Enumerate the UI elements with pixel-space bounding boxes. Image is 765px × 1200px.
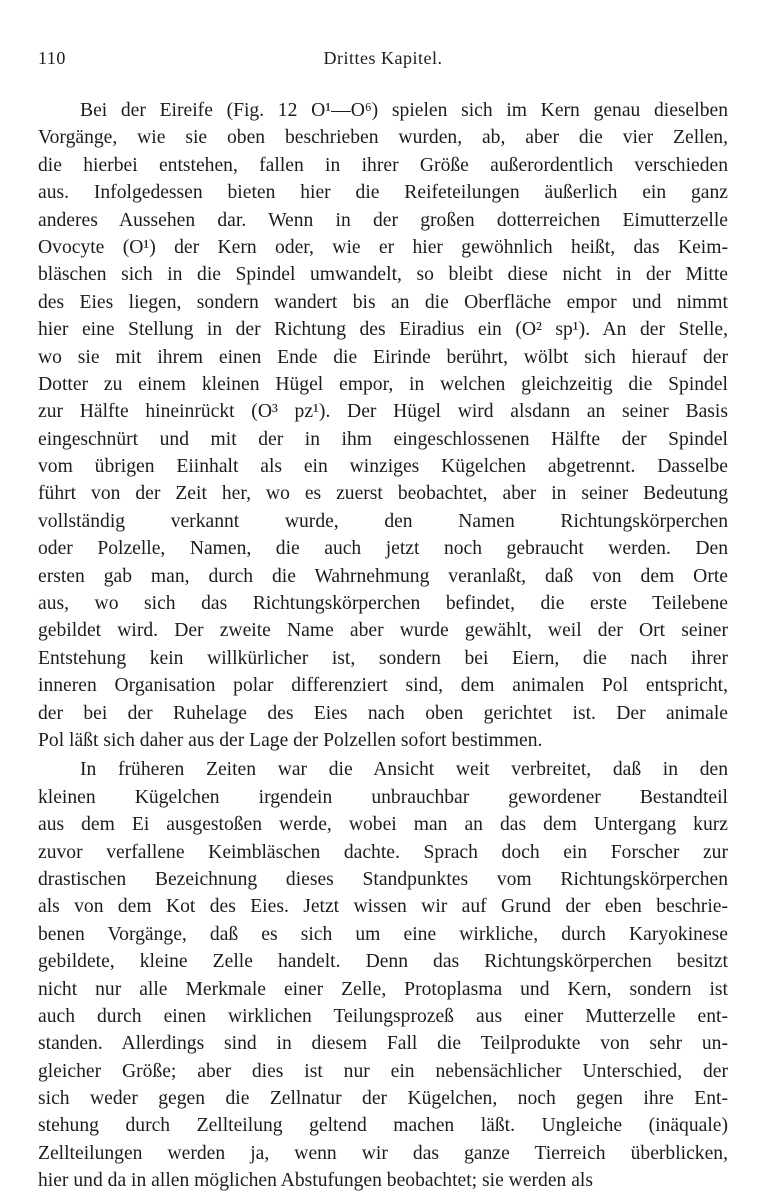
text-line: gleicher Größe; aber dies ist nur ein nebensächlicher Unterschied, der	[38, 1060, 728, 1082]
text-line: nicht nur alle Merkmale einer Zelle, Protoplasma und Kern, sondern ist	[38, 978, 728, 1000]
page-header	[38, 48, 728, 74]
text-line: die hierbei entstehen, fallen in ihrer Größe außerordentlich verschieden	[38, 154, 728, 176]
text-line: hier und da in allen möglichen Abstufungen beobachtet; sie werden als	[38, 1170, 593, 1192]
text-line: Dotter zu einem kleinen Hügel empor, in welchen gleichzeitig die Spindel	[38, 373, 728, 395]
text-line: vom übrigen Eiinhalt als ein winziges Kügelchen abgetrennt. Dasselbe	[38, 456, 728, 478]
text-line: inneren Organisation polar differenziert sind, dem animalen Pol entspricht,	[38, 675, 728, 697]
text-line: standen. Allerdings sind in diesem Fall die Teilprodukte von sehr un-	[38, 1033, 728, 1055]
text-line: führt von der Zeit her, wo es zuerst beobachtet, aber in seiner Bedeutung	[38, 483, 728, 505]
body-text	[38, 97, 728, 1195]
text-line: stehung durch Zellteilung geltend machen läßt. Ungleiche (inäquale)	[38, 1115, 728, 1137]
text-line: anderes Aussehen dar. Wenn in der großen dotterreichen Eimutterzelle	[38, 209, 728, 231]
text-line: gebildet wird. Der zweite Name aber wurde gewählt, weil der Ort seiner	[38, 620, 728, 642]
text-line: drastischen Bezeichnung dieses Standpunktes vom Richtungskörperchen	[38, 868, 728, 890]
text-line: aus dem Ei ausgestoßen werde, wobei man an das dem Untergang kurz	[38, 814, 728, 836]
text-line: In früheren Zeiten war die Ansicht weit verbreitet, daß in den	[80, 759, 728, 781]
text-line: benen Vorgänge, daß es sich um eine wirkliche, durch Karyokinese	[38, 923, 728, 945]
text-line: aus. Infolgedessen bieten hier die Reifeteilungen äußerlich ein ganz	[38, 182, 728, 204]
text-line: vollständig verkannt wurde, den Namen Richtungskörperchen	[38, 510, 728, 532]
text-line: ersten gab man, durch die Wahrnehmung veranlaßt, daß von dem Orte	[38, 565, 728, 587]
text-line: aus, wo sich das Richtungskörperchen befindet, die erste Teilebene	[38, 593, 728, 615]
running-head: Drittes Kapitel.	[323, 48, 443, 68]
text-line: sich weder gegen die Zellnatur der Kügelchen, noch gegen ihre Ent-	[38, 1088, 728, 1110]
text-line: zur Hälfte hineinrückt (O³ pz¹). Der Hügel wird alsdann an seiner Basis	[38, 401, 728, 423]
text-line: als von dem Kot des Eies. Jetzt wissen wir auf Grund der eben beschrie-	[38, 896, 728, 918]
page-number: 110	[38, 48, 66, 68]
text-line: oder Polzelle, Namen, die auch jetzt noch gebraucht werden. Den	[38, 538, 728, 560]
text-line: Pol läßt sich daher aus der Lage der Polzellen sofort bestimmen.	[38, 729, 543, 751]
text-line: eingeschnürt und mit der in ihm eingeschlossenen Hälfte der Spindel	[38, 428, 728, 450]
text-line: wo sie mit ihrem einen Ende die Eirinde berührt, wölbt sich hierauf der	[38, 346, 728, 368]
text-line: bläschen sich in die Spindel umwandelt, so bleibt diese nicht in der Mitte	[38, 264, 728, 286]
paragraph	[38, 756, 728, 1194]
paragraph	[38, 97, 728, 754]
text-line: Bei der Eireife (Fig. 12 O¹—O⁶) spielen sich im Kern genau dieselben	[80, 100, 728, 121]
text-line: Zellteilungen werden ja, wenn wir das ganze Tierreich überblicken,	[38, 1142, 728, 1164]
text-line: Ovocyte (O¹) der Kern oder, wie er hier gewöhnlich heißt, das Keim-	[38, 236, 728, 258]
text-line: hier eine Stellung in der Richtung des Eiradius ein (O² sp¹). An der Stelle,	[38, 319, 728, 341]
text-line: des Eies liegen, sondern wandert bis an die Oberfläche empor und nimmt	[38, 291, 728, 313]
text-line: Vorgänge, wie sie oben beschrieben wurden, ab, aber die vier Zellen,	[38, 127, 728, 149]
text-line: auch durch einen wirklichen Teilungsprozeß aus einer Mutterzelle ent-	[38, 1005, 728, 1027]
text-line: gebildete, kleine Zelle handelt. Denn das Richtungskörperchen besitzt	[38, 951, 728, 973]
text-line: der bei der Ruhelage des Eies nach oben gerichtet ist. Der animale	[38, 702, 728, 724]
text-line: zuvor verfallene Keimbläschen dachte. Sprach doch ein Forscher zur	[38, 841, 728, 863]
text-line: kleinen Kügelchen irgendein unbrauchbar gewordener Bestandteil	[38, 786, 728, 808]
text-line: Entstehung kein willkürlicher ist, sondern bei Eiern, die nach ihrer	[38, 647, 728, 669]
